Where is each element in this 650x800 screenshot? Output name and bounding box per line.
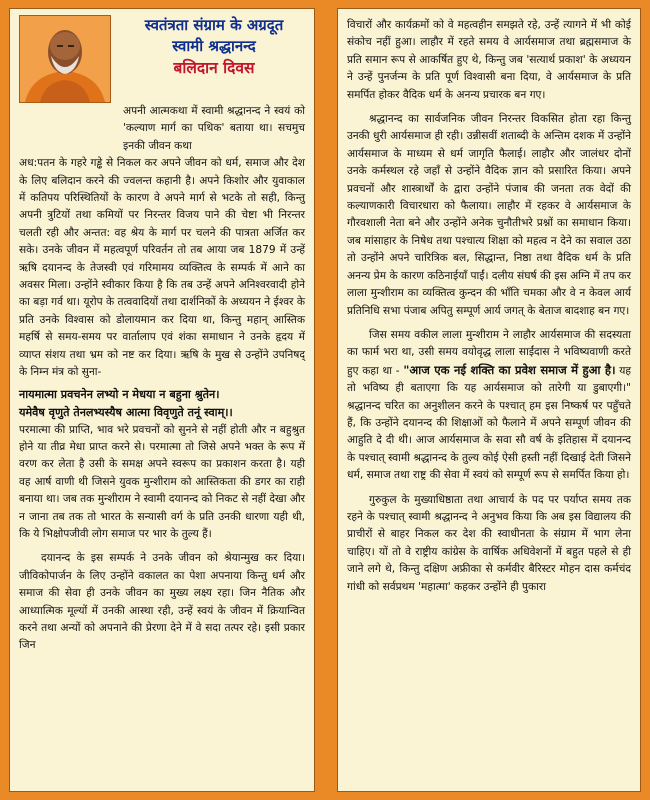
- mantra-line-1: नायमात्मा प्रवचनेन लभ्यो न मेधया न बहुना श्रुतेन।: [19, 387, 220, 401]
- mantra-line-2: यमेवैष वृणुते तेनलभ्यस्यैष आत्मा विवृणुते तनूं स्वाम्।।: [19, 405, 233, 419]
- upanishad-mantra: [19, 382, 305, 422]
- portrait-illustration: [20, 16, 110, 102]
- right-column: [337, 8, 641, 792]
- paragraph: गुरुकुल के मुख्याधिष्ठाता तथा आचार्य के पद पर पर्याप्त समय तक रहने के पश्चात् स्वामी श्रद्धानन्द ने अनुभव किया कि अब इस विद्यालय की प्राचीरों से बाहर निकल कर देश की स्वाधीनता के संग्राम में भाग लेना चाहिए। यों तो वे राष्ट्रीय कांग्रेस के वार्षिक अधिवेशनों में बहुत पहले से ही जाने लगे थे, किन्तु दक्षिण अफ्रीका से कर्मवीर बैरिस्टर मोहन दास कर्मचंद गांधी को सर्वप्रथम 'महात्मा' कहकर उन्होंने ही पुकारा: [347, 493, 631, 593]
- paragraph-text: यह तो भविष्य ही बताएगा कि यह आर्यसमाज को तारेगी या डुबाएगी।" श्रद्धानन्द चरित का अनुशीलन करने के पश्चात् हम इस निष्कर्ष पर पहुँचते हैं, कि उन्होंने दयानन्द की शिक्षाओं को फैलाने में अपने सम्पूर्ण जीवन की आहुति दे दी थी। आज आर्यसमाज के सवा सौ वर्ष के इतिहास में दयानन्द के पश्चात् स्वामी श्रद्धानन्द के तुल्य कोई ऐसी हस्ती नहीं दिखाई देती जिसने धर्म, समाज तथा राष्ट्र की सेवा में स्वयं को सम्पूर्ण रूप से समर्पित किया हो।: [347, 364, 632, 482]
- paragraph-text: जिस समय वकील लाला मुन्शीराम ने लाहौर आर्यसमाज की सदस्यता का फार्म भरा था, उसी समय वयोवृद्ध लाला साईंदास ने भविष्यवाणी करते हुए कहा था -: [347, 328, 631, 377]
- paragraph: श्रद्धानन्द का सार्वजनिक जीवन निरन्तर विकसित होता रहा किन्तु उनकी धुरी आर्यसमाज ही रही। उन्नीसवीं शताब्दी के अन्तिम दशक में उन्होंने आर्यसमाज के माध्यम से धर्म जागृति फैलाई। लाहौर और जालंधर दोनों उनके कर्मस्थल रहे जहाँ से उन्होंने वैदिक ज्ञान को प्रसारित किया। अपने प्रवचनों और शास्त्रार्थों के द्वारा उन्होंने पंजाब की जनता तक वेदों की कल्याणकारी विचारधारा को फैलाया। लाहौर में रहकर वे आर्यसमाज के गौरवशाली नेता बने और उन्होंने अनेक चुनौतीभरे प्रश्नों का समाधान किया। जब मांसाहार के निषेध तथा पश्चात्य शिक्षा को महत्व न देने का सवाल उठा तो उन्होंने अपने चारित्रिक बल, सिद्धान्त, निष्ठा तथा वैदिक धर्म के प्रति अनन्य प्रेम के कारण कठिनाईयाँ पाईं। दलीय संघर्ष की इस अग्नि में तप कर लाला मुन्शीराम का व्यक्तित्व कुन्दन की भाँति चमका और वे न केवल आर्य प्रतिनिधि सभा पंजाब अपितु सम्पूर्ण आर्य जगत् के बेताज बादशाह बन गए।: [347, 113, 631, 317]
- intro-paragraph: अपनी आत्मकथा में स्वामी श्रद्धानन्द ने स्वयं को 'कल्याण मार्ग का पथिक' बताया था। सचमुच इनकी जीवन कथा: [123, 105, 305, 152]
- paragraph: परमात्मा की प्राप्ति, भाव भरे प्रवचनों को सुनने से नहीं होती और न बहुश्रुत होने या तीव्र मेधा प्राप्त करने से। परमात्मा तो जिसे अपने भक्त के रूप में वरण कर लेता है उसी के समक्ष अपने स्वरूप का प्रकाशन करता है। यही वह आर्ष वाणी थी जिसने युवक मुन्शीराम को आस्तिकता की डगर का राही बनाया था। जब तक मुन्शीराम ने स्वामी दयानन्द को निकट से नहीं देखा और न जाना तब तक तो भारत के सन्यासी वर्ग के प्रति उनकी धारणा यही थी, कि ये भिक्षोपजीवी लोग समाज पर भार के तुल्य हैं।: [19, 423, 305, 540]
- title-line-3: बलिदान दिवस: [173, 59, 255, 77]
- title-line-2: स्वामी श्रद्धानन्द: [172, 37, 256, 55]
- title-block: [123, 15, 305, 79]
- article-header: [19, 15, 305, 105]
- left-column: [9, 8, 315, 792]
- title-line-1: स्वतंत्रता संग्राम के अग्रदूत: [144, 16, 284, 34]
- paragraph: अध:पतन के गहरे गड्ढे से निकल कर अपने जीवन को धर्म, समाज और देश के लिए बलिदान करने की ज्वलन्त कहानी है। अपने किशोर और युवाकाल में कतिपय परिस्थितियों के कारण वे अपने मार्ग से भटके तो सही, किन्तु अपनी त्रुटियों तथा कमियों पर निरन्तर विजय पाने की चेष्टा भी निरन्तर चलती रही और अन्तत: वह श्रेय के मार्ग पर चलने की पात्रता अर्जित कर सके। उनके जीवन में महत्वपूर्ण परिवर्तन तो तब आया जब 1879 में उन्हें ऋषि दयानन्द के तेजस्वी एवं गरिमामय व्यक्तित्व के सम्पर्क में आने का अवसर मिला। उन्होंने स्वीकार किया है कि तब उन्हें अपने अनिश्वरवादी होने का बड़ा गर्व था। यूरोप के तत्ववादियों तथा दार्शनिकों के अध्ययन ने ईश्वर के प्रति उनके विश्वास को डोलायमान कर दिया था, किन्तु महान् आस्तिक महर्षि से समय-समय पर वार्तालाप एवं शंका समाधान ने उनके हृदय में व्याप्त संशय तथा भ्रम को नष्ट कर दिया। ऋषि के मुख से उन्होंने उपनिषद् के निम्न मंत्र को सुना-: [19, 157, 305, 379]
- paragraph: विचारों और कार्यक्रमों को वे महत्वहीन समझते रहे, उन्हें त्यागने में भी कोई संकोच नहीं हुआ। लाहौर में रहते समय वे आर्यसमाज तथा ब्रह्मसमाज के प्रति समान रूप से आकर्षित हुए थे, किन्तु जब 'सत्यार्थ प्रकाश' के अध्ययन ने उन्हें पुनर्जन्म के प्रति पूर्ण विश्वासी बना दिया, वे आर्यसमाज के प्रति समर्पित होकर वैदिक धर्म के अनन्य प्रचारक बन गए।: [347, 19, 631, 101]
- paragraph: दयानन्द के इस सम्पर्क ने उनके जीवन को श्रेयान्मुख कर दिया। जीविकोपार्जन के लिए उन्होंने वकालत का पेशा अपनाया किन्तु धर्म और समाज की सेवा ही उनके जीवन का मुख्य लक्ष्य रहा। जिन नैतिक और आध्यात्मिक मूल्यों में उनकी आस्था रही, उन्हें स्वयं के जीवन में क्रियान्वित करने तथा अन्यों को अपनाने की प्रेरणा देने में वे सदा तत्पर रहे। इसी प्रकार जिन: [19, 552, 305, 652]
- paragraph: [347, 327, 631, 485]
- prophecy-quote: "आज एक नई शक्ति का प्रवेश समाज में हुआ है।: [403, 362, 616, 377]
- portrait-photo: [19, 15, 111, 103]
